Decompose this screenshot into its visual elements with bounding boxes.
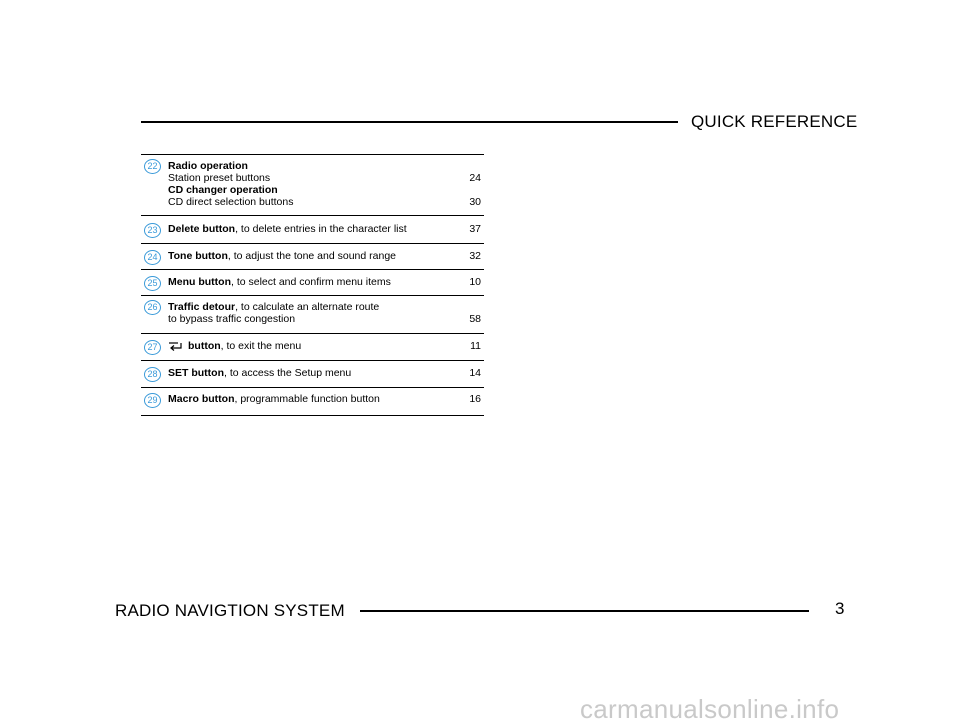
header-rule	[141, 121, 678, 123]
entry-text: to bypass traffic congestion	[168, 313, 296, 325]
item-number-badge: 25	[144, 276, 161, 291]
item-number-badge: 26	[144, 300, 161, 315]
entry-text: , to adjust the tone and sound range	[227, 250, 397, 262]
footer-title: RADIO NAVIGTION SYSTEM	[115, 601, 345, 620]
entry-title: Radio operation	[168, 160, 248, 172]
page-title: QUICK REFERENCE	[691, 112, 858, 131]
item-number-badge: 22	[144, 159, 161, 174]
entry-text: , to access the Setup menu	[224, 367, 352, 379]
entry-title: Macro button	[168, 393, 235, 405]
entry-text: , to exit the menu	[220, 340, 302, 352]
return-arrow-icon	[168, 341, 184, 351]
entry-text: , to select and confirm menu items	[230, 276, 391, 288]
page-ref: 14	[469, 367, 481, 379]
page-ref: 37	[469, 223, 481, 235]
list-item	[141, 388, 484, 416]
entry-title: button	[188, 340, 221, 352]
list-item	[141, 216, 484, 244]
entry-title: Delete button	[168, 223, 236, 235]
page-ref: 16	[469, 393, 481, 405]
list-item	[141, 155, 484, 216]
watermark: carmanualsonline.info	[580, 694, 840, 724]
entry-text: Station preset buttons	[168, 172, 271, 184]
item-number-badge: 29	[144, 393, 161, 408]
entry-text: , programmable function button	[234, 393, 380, 405]
item-number-badge: 27	[144, 340, 161, 355]
footer-rule	[360, 610, 809, 612]
page-ref: 24	[469, 172, 481, 184]
page-ref: 11	[470, 340, 481, 352]
page-ref: 10	[469, 276, 481, 288]
list-item	[141, 296, 484, 334]
item-number-badge: 24	[144, 250, 161, 265]
item-number-badge: 23	[144, 223, 161, 238]
list-item	[141, 334, 484, 361]
page-ref: 30	[469, 196, 481, 208]
entry-text: , to delete entries in the character list	[235, 223, 407, 235]
page-number: 3	[835, 599, 845, 618]
entry-title: Menu button	[168, 276, 231, 288]
entry-text: CD direct selection buttons	[168, 196, 294, 208]
entry-title: SET button	[168, 367, 224, 379]
list-item	[141, 244, 484, 270]
entry-title: CD changer operation	[168, 184, 278, 196]
page-ref: 58	[469, 313, 481, 325]
page-ref: 32	[469, 250, 481, 262]
entry-title: Tone button	[168, 250, 228, 262]
list-item	[141, 361, 484, 388]
list-item	[141, 270, 484, 296]
entry-title: Traffic detour	[168, 301, 236, 313]
quick-reference-list	[141, 154, 484, 416]
entry-text: , to calculate an alternate route	[235, 301, 380, 313]
item-number-badge: 28	[144, 367, 161, 382]
